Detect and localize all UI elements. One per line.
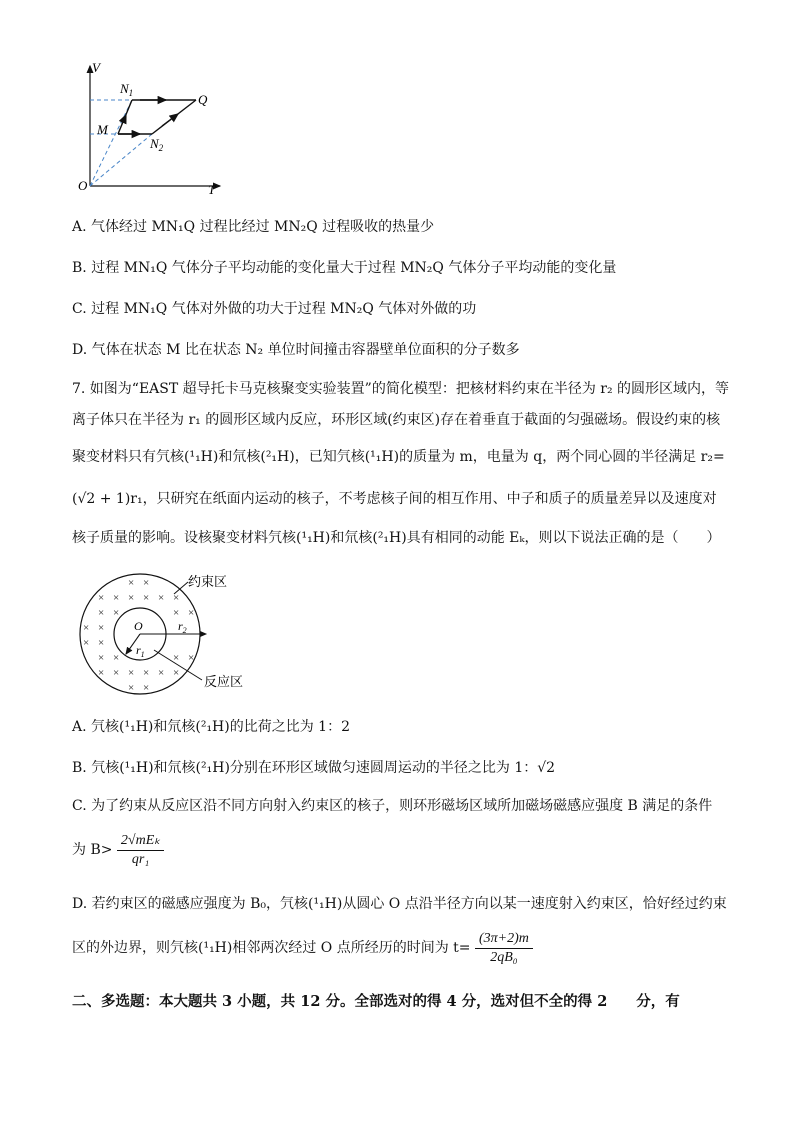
label-m: M bbox=[97, 122, 108, 137]
field-x-mark: × bbox=[83, 637, 90, 649]
q7-option-c-denominator: qr₁ bbox=[131, 851, 150, 867]
field-x-mark: × bbox=[158, 592, 165, 604]
field-x-mark: × bbox=[113, 667, 120, 679]
axis-t-label: T bbox=[208, 182, 216, 197]
ring-diagram bbox=[74, 568, 254, 698]
field-x-mark: × bbox=[83, 622, 90, 634]
field-x-mark: × bbox=[128, 592, 135, 604]
q7-stem-line2: 离子体只在半径为 r₁ 的圆形区域内反应，环形区域(约束区)存在着垂直于截面的匀强磁场。假设约束的核 bbox=[72, 412, 721, 428]
field-x-mark: × bbox=[98, 637, 105, 649]
field-x-mark: × bbox=[188, 652, 195, 664]
q6-option-d: D. 气体在状态 M 比在状态 N₂ 单位时间撞击容器壁单位面积的分子数多 bbox=[72, 342, 520, 358]
field-x-mark: × bbox=[173, 607, 180, 619]
section2-heading: 二、多选题：本大题共 3 小题，共 12 分。全部选对的得 4 分，选对但不全的得 2 分，有 bbox=[72, 993, 680, 1010]
q7-option-c-numerator: 2√mEₖ bbox=[117, 832, 164, 851]
label-r2: $r_2$ bbox=[178, 619, 187, 635]
q7-option-d-line2 bbox=[72, 928, 734, 972]
field-x-mark: × bbox=[128, 682, 135, 694]
label-constraint: 约束区 bbox=[188, 574, 228, 589]
field-x-mark: × bbox=[113, 592, 120, 604]
field-x-mark: × bbox=[113, 607, 120, 619]
label-n1: $N_1$ bbox=[120, 81, 134, 98]
q6-option-c: C. 过程 MN₁Q 气体对外做的功大于过程 MN₂Q 气体对外做的功 bbox=[72, 301, 477, 317]
field-x-mark: × bbox=[98, 607, 105, 619]
q7-option-b: B. 氕核(¹₁H)和氘核(²₁H)分别在环形区域做匀速圆周运动的半径之比为 1：√2 bbox=[72, 760, 556, 776]
field-x-mark: × bbox=[128, 667, 135, 679]
label-n2: $N_2$ bbox=[150, 136, 164, 153]
vt-diagram bbox=[70, 58, 240, 198]
q6-option-b: B. 过程 MN₁Q 气体分子平均动能的变化量大于过程 MN₂Q 气体分子平均动能的变化量 bbox=[72, 260, 617, 276]
arrow-n2-q bbox=[162, 114, 178, 126]
field-x-mark: × bbox=[98, 592, 105, 604]
field-x-mark: × bbox=[143, 592, 150, 604]
q7-option-d-numerator: (3π+2)m bbox=[475, 930, 533, 949]
q7-option-c-fraction bbox=[117, 832, 164, 869]
field-x-mark: × bbox=[143, 682, 150, 694]
q7-stem-line3: 聚变材料只有氕核(¹₁H)和氘核(²₁H)，已知氕核(¹₁H)的质量为 m，电量为 q，两个同心圆的半径满足 r₂= bbox=[72, 449, 725, 465]
field-x-mark: × bbox=[173, 592, 180, 604]
field-x-mark: × bbox=[98, 622, 105, 634]
axis-v-label: V bbox=[92, 60, 100, 75]
field-x-mark: × bbox=[128, 577, 135, 589]
q7-option-d-line1: D. 若约束区的磁感应强度为 B₀，氕核(¹₁H)从圆心 O 点沿半径方向以某一速度射入约束区，恰好经过约束 bbox=[72, 896, 727, 912]
field-x-mark: × bbox=[143, 667, 150, 679]
q7-stem-line1: 7. 如图为“EAST 超导托卡马克核聚变实验装置”的简化模型：把核材料约束在半径为 r₂ 的圆形区域内，等 bbox=[72, 381, 730, 397]
q7-stem-line4: (√2 + 1)r₁，只研究在纸面内运动的核子，不考虑核子间的相互作用、中子和质子的质量差异以及速度对 bbox=[72, 491, 717, 507]
field-x-mark: × bbox=[98, 667, 105, 679]
q7-option-d-fraction bbox=[475, 930, 533, 967]
label-q: Q bbox=[198, 92, 208, 107]
q7-option-c-line2 bbox=[72, 830, 734, 874]
leader-constraint bbox=[174, 582, 188, 594]
label-reaction: 反应区 bbox=[204, 674, 244, 689]
field-x-mark: × bbox=[173, 667, 180, 679]
label-r1: $r_1$ bbox=[136, 643, 145, 659]
q7-option-c-line1: C. 为了约束从反应区沿不同方向射入约束区的核子，则环形磁场区域所加磁场磁感应强度 B 满足的条件 bbox=[72, 798, 713, 814]
field-x-mark: × bbox=[188, 607, 195, 619]
q6-option-a: A. 气体经过 MN₁Q 过程比经过 MN₂Q 过程吸收的热量少 bbox=[72, 219, 435, 235]
field-x-mark: × bbox=[143, 577, 150, 589]
q7-option-a: A. 氕核(¹₁H)和氘核(²₁H)的比荷之比为 1：2 bbox=[72, 719, 350, 735]
field-x-mark: × bbox=[113, 652, 120, 664]
field-x-mark: × bbox=[173, 652, 180, 664]
dash-origin-n2 bbox=[90, 134, 152, 186]
q7-option-d-denominator: 2qB₀ bbox=[490, 949, 518, 965]
field-x-mark: × bbox=[158, 667, 165, 679]
q7-option-d-prefix: 区的外边界，则氕核(¹₁H)相邻两次经过 O 点所经历的时间为 t= bbox=[72, 940, 471, 956]
label-o: O bbox=[134, 619, 143, 633]
dash-origin-n1 bbox=[90, 100, 132, 186]
q7-stem-line5: 核子质量的影响。设核聚变材料氕核(¹₁H)和氘核(²₁H)具有相同的动能 Eₖ，则以下说法正确的是（ ） bbox=[72, 530, 721, 546]
field-x-mark: × bbox=[98, 652, 105, 664]
q7-option-c-prefix: 为 B> bbox=[72, 842, 113, 858]
origin-label: O bbox=[78, 178, 88, 193]
